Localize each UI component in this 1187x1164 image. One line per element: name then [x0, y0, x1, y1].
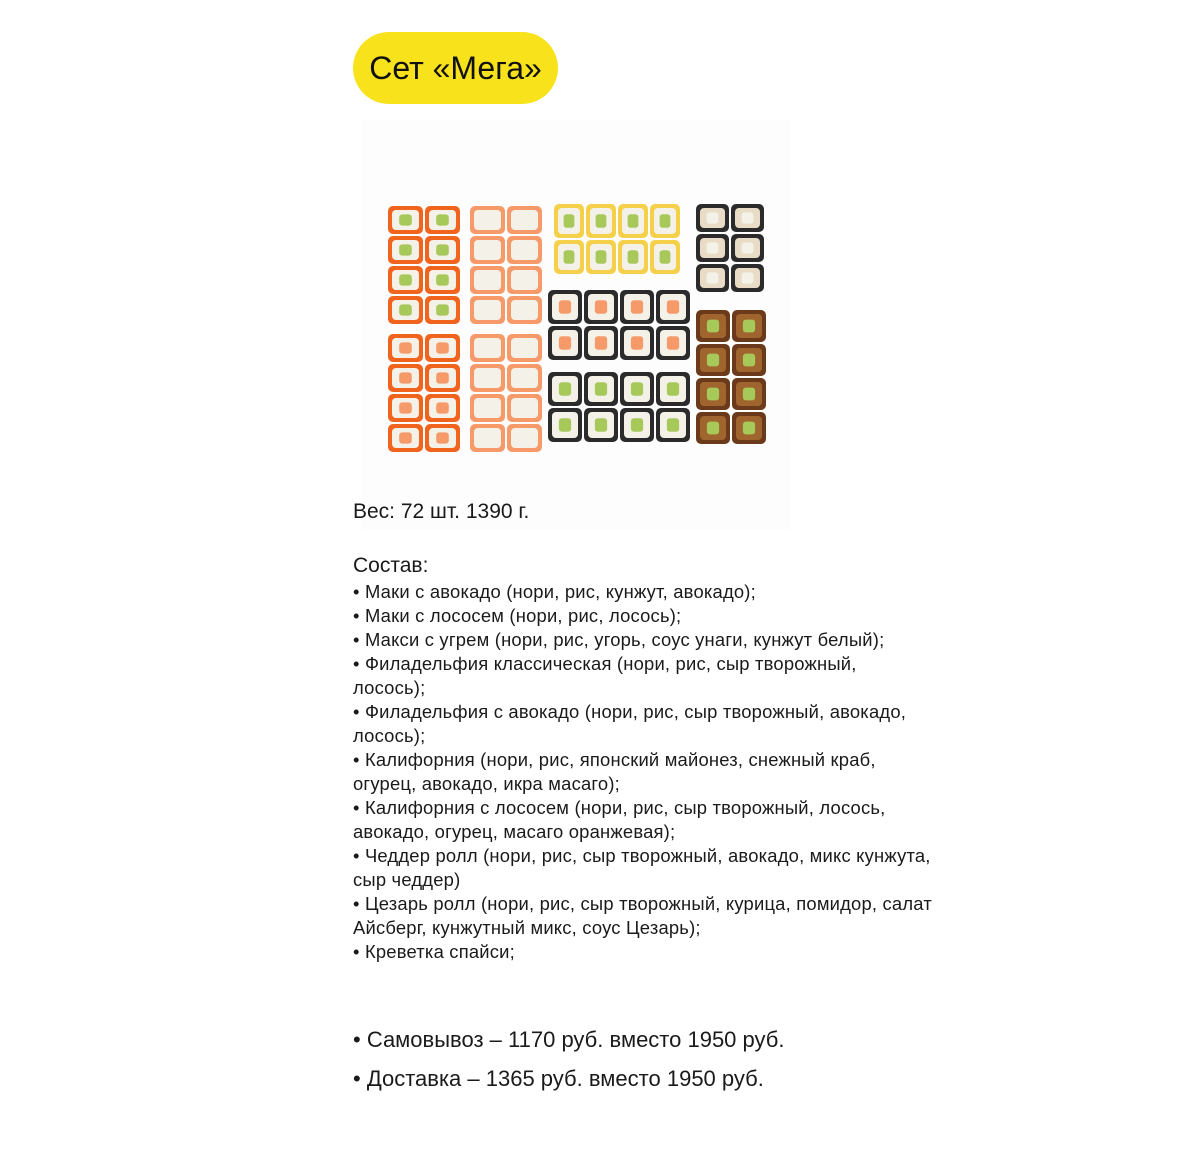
sushi-piece-filling [436, 432, 449, 443]
sushi-piece-filling [436, 372, 449, 383]
sushi-piece-filling [518, 244, 531, 255]
sushi-piece-filling [399, 372, 412, 383]
sushi-piece-filling [596, 214, 607, 228]
sushi-piece-filling [667, 382, 679, 396]
sushi-piece-filling [631, 300, 643, 314]
sushi-piece-filling [481, 402, 494, 413]
composition-title: Состав: [353, 554, 429, 577]
sushi-piece-filling [481, 342, 494, 353]
sushi-piece-filling [595, 300, 607, 314]
sushi-piece-filling [481, 372, 494, 383]
sushi-piece-filling [707, 320, 719, 333]
composition-item: • Маки с авокадо (нори, рис, кунжут, авокадо); [353, 581, 756, 602]
sushi-piece-filling [743, 388, 755, 401]
price-pickup: • Самовывоз – 1170 руб. вместо 1950 руб. [353, 1027, 785, 1052]
sushi-piece-filling [707, 242, 719, 253]
composition-item: • Чеддер ролл (нори, рис, сыр творожный, авокадо, микс кунжута, сыр чеддер) [353, 845, 931, 890]
sushi-piece-filling [399, 274, 412, 285]
sushi-piece-filling [399, 432, 412, 443]
sushi-piece-filling [667, 300, 679, 314]
composition-list [353, 580, 933, 964]
sushi-piece-filling [742, 212, 754, 223]
sushi-piece-filling [436, 402, 449, 413]
composition-item: • Калифорния (нори, рис, японский майонез, снежный краб, огурец, авокадо, икра масаго); [353, 749, 876, 794]
composition-item: • Калифорния с лососем (нори, рис, сыр творожный, лосось, авокадо, огурец, масаго оранжевая); [353, 797, 886, 842]
sushi-piece-filling [707, 272, 719, 283]
sushi-piece-filling [559, 336, 571, 350]
sushi-piece-filling [660, 250, 671, 264]
sushi-piece-filling [660, 214, 671, 228]
sushi-piece-filling [595, 382, 607, 396]
sushi-piece-filling [399, 304, 412, 315]
sushi-piece-filling [436, 342, 449, 353]
sushi-set-illustration [362, 120, 790, 530]
sushi-piece-filling [564, 214, 575, 228]
composition-item: • Маки с лососем (нори, рис, лосось); [353, 605, 682, 626]
sushi-piece-filling [399, 402, 412, 413]
sushi-piece-filling [518, 274, 531, 285]
sushi-piece-filling [399, 244, 412, 255]
sushi-piece-filling [631, 336, 643, 350]
sushi-piece-filling [631, 382, 643, 396]
sushi-piece-filling [595, 336, 607, 350]
sushi-piece-filling [564, 250, 575, 264]
sushi-piece-filling [707, 388, 719, 401]
sushi-piece-filling [742, 272, 754, 283]
sushi-piece-filling [518, 372, 531, 383]
product-title: Сет «Мега» [353, 32, 558, 104]
sushi-piece-filling [743, 320, 755, 333]
sushi-piece-filling [481, 432, 494, 443]
composition-item: • Филадельфия классическая (нори, рис, сыр творожный, лосось); [353, 653, 857, 698]
sushi-piece-filling [707, 422, 719, 435]
sushi-piece-filling [707, 212, 719, 223]
sushi-piece-filling [518, 432, 531, 443]
sushi-piece-filling [481, 304, 494, 315]
sushi-piece-filling [399, 342, 412, 353]
sushi-piece-filling [631, 418, 643, 432]
composition-item: • Креветка спайси; [353, 941, 515, 962]
price-delivery: • Доставка – 1365 руб. вместо 1950 руб. [353, 1066, 764, 1091]
sushi-piece-filling [399, 214, 412, 225]
sushi-piece-filling [595, 418, 607, 432]
sushi-piece-filling [481, 274, 494, 285]
sushi-piece-filling [667, 336, 679, 350]
composition-item: • Макси с угрем (нори, рис, угорь, соус унаги, кунжут белый); [353, 629, 885, 650]
composition-item: • Филадельфия с авокадо (нори, рис, сыр творожный, авокадо, лосось); [353, 701, 907, 746]
sushi-piece-filling [707, 354, 719, 367]
sushi-piece-filling [436, 244, 449, 255]
sushi-piece-filling [742, 242, 754, 253]
sushi-piece-filling [436, 274, 449, 285]
sushi-piece-filling [667, 418, 679, 432]
product-weight: Вес: 72 шт. 1390 г. [353, 500, 530, 523]
sushi-piece-filling [518, 342, 531, 353]
sushi-piece-filling [436, 214, 449, 225]
sushi-piece-filling [559, 382, 571, 396]
sushi-piece-filling [559, 418, 571, 432]
composition-item: • Цезарь ролл (нори, рис, сыр творожный, курица, помидор, салат Айсберг, кунжутный микс, соус Цезарь); [353, 893, 932, 938]
sushi-piece-filling [518, 402, 531, 413]
sushi-piece-filling [743, 354, 755, 367]
sushi-piece-filling [743, 422, 755, 435]
sushi-piece-filling [481, 214, 494, 225]
sushi-piece-filling [518, 214, 531, 225]
sushi-piece-filling [436, 304, 449, 315]
sushi-piece-filling [628, 250, 639, 264]
sushi-piece-filling [481, 244, 494, 255]
product-image [362, 120, 790, 530]
sushi-piece-filling [596, 250, 607, 264]
sushi-piece-filling [518, 304, 531, 315]
sushi-piece-filling [559, 300, 571, 314]
sushi-piece-filling [628, 214, 639, 228]
